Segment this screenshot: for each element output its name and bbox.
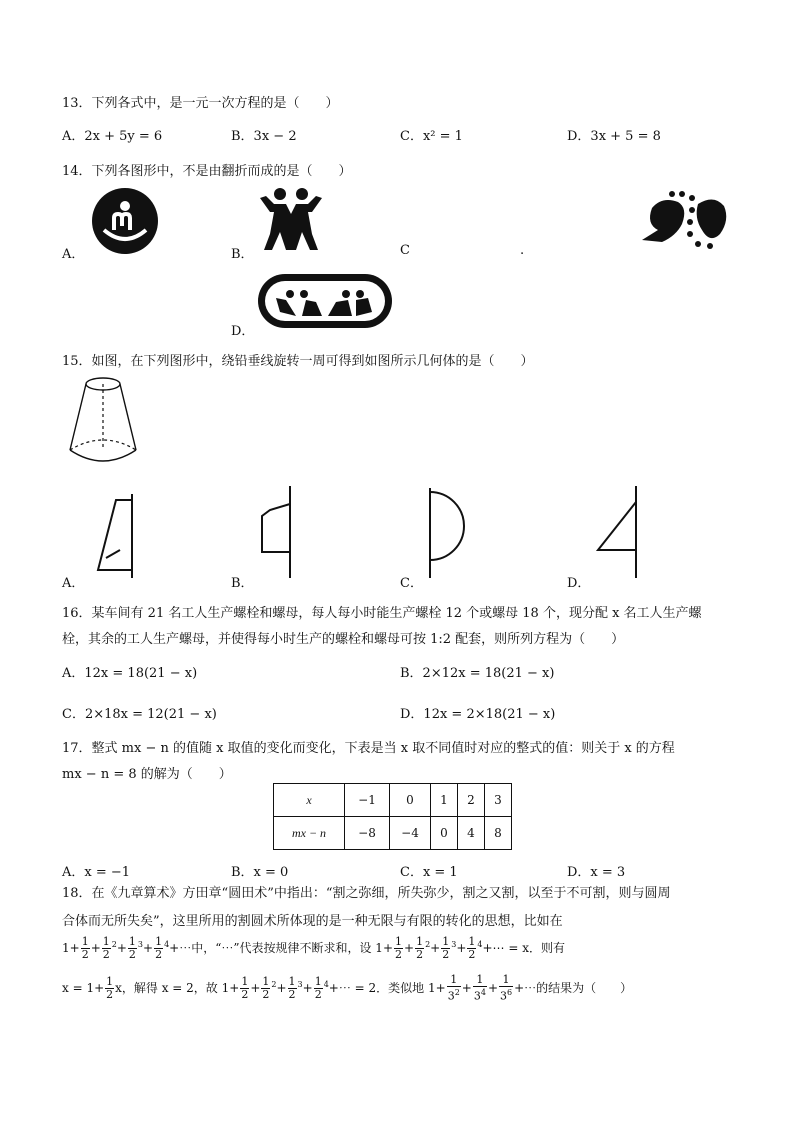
table-cell: 0 — [431, 817, 458, 850]
q14-option-d[interactable]: D． — [231, 324, 255, 339]
q17-option-b[interactable]: B．x = 0 — [231, 865, 289, 880]
q17-line-2: mx − n = 8 的解为（ ） — [62, 767, 232, 782]
q17-option-c[interactable]: C．x = 1 — [400, 865, 458, 880]
figure-14d-icon — [256, 272, 394, 330]
table-row — [274, 784, 512, 817]
q17-option-a[interactable]: A．x = −1 — [62, 865, 131, 880]
option-15b-shape-icon — [258, 486, 298, 578]
q17-value-table — [273, 783, 512, 850]
option-15d-shape-icon — [594, 486, 642, 578]
table-cell: −4 — [390, 817, 431, 850]
q13-option-d[interactable]: D．3x + 5 = 8 — [567, 129, 661, 144]
frustum-figure-icon — [64, 376, 142, 470]
q16-option-d[interactable]: D．12x = 2×18(21 − x) — [400, 707, 556, 722]
q13-option-c[interactable]: C．x² = 1 — [400, 129, 463, 144]
q14-option-c-dot: . — [520, 243, 525, 258]
q13-option-a[interactable]: A．2x + 5y = 6 — [62, 129, 163, 144]
q13-stem: 13．下列各式中，是一元一次方程的是（ ） — [62, 96, 339, 111]
q17-line-1: 17．整式 mx − n 的值随 x 取值的变化而变化，下表是当 x 取不同值时对应的整式的值：则关于 x 的方程 — [62, 741, 675, 756]
table-row — [274, 817, 512, 850]
q14-option-c[interactable]: C — [400, 243, 410, 258]
table-cell: x — [274, 784, 345, 817]
q15-stem: 15．如图，在下列图形中，绕铅垂线旋转一周可得到如图所示几何体的是（ ） — [62, 354, 534, 369]
option-15a-shape-icon — [92, 494, 138, 578]
table-cell: mx − n — [274, 817, 345, 850]
q18-line-2: 合体而无所失矣”，这里所用的割圆术所体现的是一种无限与有限的转化的思想，比如在 — [62, 914, 563, 929]
q18-line-4: x = 1+ $\frac{1}{2}$ x，解得 x = 2，故 1+ $\frac{1}{2}$ + $\frac{1}{2}$ $^2$+ $\frac{1}{2}$ $^3$+ $\frac{1}{2}$ $^4$+⋯ = 2．类似地 1+ $\frac{1}{3^2}$ + $\frac{1}{3^4}$ + $\frac{1}{3^6}$ +⋯的结果为（ ） — [62, 973, 633, 1003]
figure-14c-icon — [640, 190, 730, 250]
table-cell: 0 — [390, 784, 431, 817]
table-cell: −8 — [345, 817, 390, 850]
q14-option-b[interactable]: B． — [231, 247, 254, 262]
table-cell: −1 — [345, 784, 390, 817]
q18-line-1: 18．在《九章算术》方田章“圆田术”中指出：“割之弥细，所失弥少，割之又割，以至于不可割，则与圆周 — [62, 886, 671, 901]
q17-option-d[interactable]: D．x = 3 — [567, 865, 626, 880]
table-cell: 4 — [458, 817, 485, 850]
q14-option-a[interactable]: A． — [62, 247, 85, 262]
q15-option-d[interactable]: D． — [567, 576, 591, 591]
option-15c-shape-icon — [424, 488, 468, 578]
table-cell: 8 — [485, 817, 512, 850]
table-cell: 3 — [485, 784, 512, 817]
table-cell: 1 — [431, 784, 458, 817]
q15-option-c[interactable]: C． — [400, 576, 423, 591]
q16-option-a[interactable]: A．12x = 18(21 − x) — [62, 666, 198, 681]
figure-14a-icon — [90, 186, 160, 256]
q14-stem: 14．下列各图形中，不是由翻折而成的是（ ） — [62, 164, 352, 179]
figure-14b-icon — [256, 186, 326, 252]
q18-line-3: 1+ $\frac{1}{2}$ + $\frac{1}{2}$ $^2$+ $\frac{1}{2}$ $^3$+ $\frac{1}{2}$ $^4$+⋯中，“⋯”代表按规律不断求和，设 1+ $\frac{1}{2}$ + $\frac{1}{2}$ $^2$+ $\frac{1}{2}$ $^3$+ $\frac{1}{2}$ $^4$+⋯ = x．则有 — [62, 935, 565, 961]
q16-line-2: 栓，其余的工人生产螺母，并使得每小时生产的螺栓和螺母可按 1:2 配套，则所列方程为（ ） — [62, 632, 625, 647]
q16-option-c[interactable]: C．2×18x = 12(21 − x) — [62, 707, 217, 722]
q15-option-a[interactable]: A． — [62, 576, 85, 591]
q16-option-b[interactable]: B．2×12x = 18(21 − x) — [400, 666, 555, 681]
q13-option-b[interactable]: B．3x − 2 — [231, 129, 297, 144]
q16-line-1: 16．某车间有 21 名工人生产螺栓和螺母，每人每小时能生产螺栓 12 个或螺母 18 个，现分配 x 名工人生产螺 — [62, 606, 702, 621]
q15-option-b[interactable]: B． — [231, 576, 254, 591]
table-cell: 2 — [458, 784, 485, 817]
